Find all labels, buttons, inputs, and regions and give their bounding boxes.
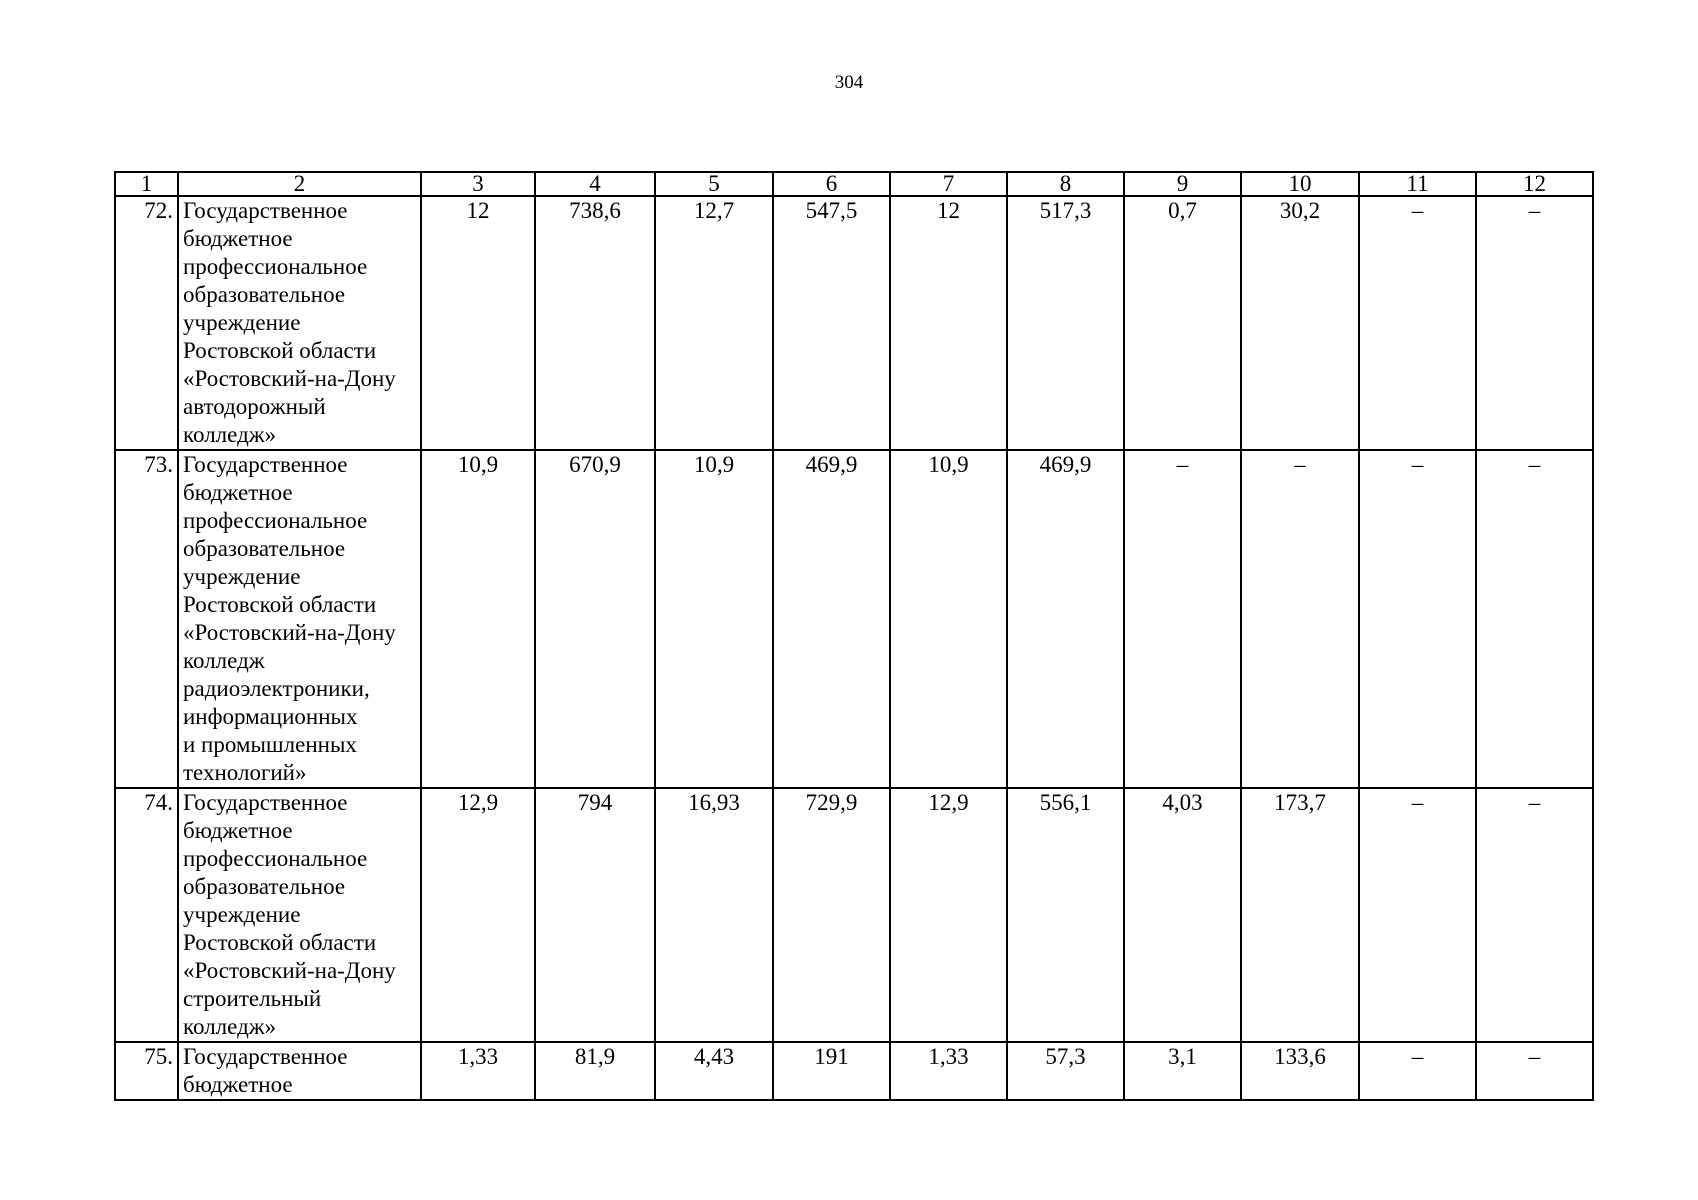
- institution-name-line: профессиональное: [183, 508, 368, 533]
- institution-name-line: Ростовской области: [183, 592, 377, 617]
- value-cell: 469,9: [773, 450, 890, 788]
- institution-name-line: бюджетное: [183, 1072, 293, 1097]
- value-cell: 1,33: [421, 1042, 535, 1100]
- institution-name-cell: [178, 1042, 421, 1100]
- institution-name-line: технологий»: [183, 760, 307, 785]
- value-cell: –: [1124, 450, 1241, 788]
- column-number-header: 5: [655, 172, 773, 196]
- institution-name-cell: [178, 196, 421, 450]
- column-number-header: 8: [1007, 172, 1124, 196]
- row-index-cell: 74.: [115, 788, 178, 1042]
- value-cell: –: [1359, 788, 1476, 1042]
- column-number-header: 7: [890, 172, 1007, 196]
- institution-name-line: профессиональное: [183, 254, 368, 279]
- value-cell: 12: [421, 196, 535, 450]
- column-number-header: 2: [178, 172, 421, 196]
- value-cell: 670,9: [535, 450, 655, 788]
- value-cell: 517,3: [1007, 196, 1124, 450]
- institution-name-line: образовательное: [183, 536, 346, 561]
- value-cell: 81,9: [535, 1042, 655, 1100]
- value-cell: 10,9: [421, 450, 535, 788]
- institution-name-line: профессиональное: [183, 846, 368, 871]
- value-cell: 30,2: [1241, 196, 1359, 450]
- institution-name-line: образовательное: [183, 282, 346, 307]
- value-cell: 12,7: [655, 196, 773, 450]
- institution-name-line: информационных: [183, 704, 358, 729]
- table-body: [115, 172, 1593, 1100]
- value-cell: –: [1476, 450, 1593, 788]
- value-cell: 729,9: [773, 788, 890, 1042]
- value-cell: 0,7: [1124, 196, 1241, 450]
- institution-name-line: автодорожный: [183, 394, 326, 419]
- value-cell: 794: [535, 788, 655, 1042]
- value-cell: –: [1359, 196, 1476, 450]
- column-number-header: 6: [773, 172, 890, 196]
- institution-name-line: образовательное: [183, 874, 346, 899]
- table-row: [115, 196, 1593, 450]
- value-cell: 12: [890, 196, 1007, 450]
- institution-name-line: учреждение: [183, 564, 301, 589]
- institution-name-cell: [178, 450, 421, 788]
- row-index-cell: 72.: [115, 196, 178, 450]
- value-cell: 738,6: [535, 196, 655, 450]
- column-number-header: 4: [535, 172, 655, 196]
- column-number-header: 10: [1241, 172, 1359, 196]
- value-cell: 10,9: [655, 450, 773, 788]
- institution-name-line: Государственное: [183, 1044, 348, 1069]
- column-number-header: 3: [421, 172, 535, 196]
- table-row: [115, 450, 1593, 788]
- value-cell: –: [1476, 196, 1593, 450]
- institution-name-line: «Ростовский-на-Дону: [183, 958, 396, 983]
- institution-name-line: Ростовской области: [183, 338, 377, 363]
- institution-name-line: бюджетное: [183, 226, 293, 251]
- institution-name-line: бюджетное: [183, 818, 293, 843]
- institution-name-line: учреждение: [183, 902, 301, 927]
- value-cell: 12,9: [890, 788, 1007, 1042]
- institution-name-line: Ростовской области: [183, 930, 377, 955]
- value-cell: 16,93: [655, 788, 773, 1042]
- value-cell: –: [1359, 1042, 1476, 1100]
- institution-name-cell: [178, 788, 421, 1042]
- page-number: 304: [834, 72, 864, 93]
- institution-name-line: Государственное: [183, 790, 348, 815]
- column-number-header: 9: [1124, 172, 1241, 196]
- value-cell: 556,1: [1007, 788, 1124, 1042]
- value-cell: 191: [773, 1042, 890, 1100]
- table-row: [115, 788, 1593, 1042]
- institution-name-line: и промышленных: [183, 732, 357, 757]
- institution-name-line: «Ростовский-на-Дону: [183, 620, 396, 645]
- value-cell: 10,9: [890, 450, 1007, 788]
- institution-name-line: Государственное: [183, 452, 348, 477]
- column-number-header-row: [115, 172, 1593, 196]
- institution-name-line: колледж»: [183, 1014, 277, 1039]
- value-cell: 57,3: [1007, 1042, 1124, 1100]
- value-cell: 4,43: [655, 1042, 773, 1100]
- institution-name-line: «Ростовский-на-Дону: [183, 366, 396, 391]
- table-row: [115, 1042, 1593, 1100]
- institution-name-line: колледж: [183, 648, 265, 673]
- value-cell: –: [1476, 1042, 1593, 1100]
- institution-name-line: учреждение: [183, 310, 301, 335]
- value-cell: 469,9: [1007, 450, 1124, 788]
- column-number-header: 12: [1476, 172, 1593, 196]
- institution-name-line: Государственное: [183, 198, 348, 223]
- column-number-header: 11: [1359, 172, 1476, 196]
- row-index-cell: 73.: [115, 450, 178, 788]
- column-number-header: 1: [115, 172, 178, 196]
- data-table: [114, 171, 1594, 1101]
- value-cell: 547,5: [773, 196, 890, 450]
- institution-name-line: строительный: [183, 986, 322, 1011]
- value-cell: –: [1359, 450, 1476, 788]
- value-cell: 133,6: [1241, 1042, 1359, 1100]
- value-cell: 3,1: [1124, 1042, 1241, 1100]
- value-cell: 1,33: [890, 1042, 1007, 1100]
- institution-name-line: радиоэлектроники,: [183, 676, 370, 701]
- value-cell: –: [1476, 788, 1593, 1042]
- value-cell: 4,03: [1124, 788, 1241, 1042]
- row-index-cell: 75.: [115, 1042, 178, 1100]
- institution-name-line: бюджетное: [183, 480, 293, 505]
- value-cell: –: [1241, 450, 1359, 788]
- institution-name-line: колледж»: [183, 422, 277, 447]
- value-cell: 12,9: [421, 788, 535, 1042]
- value-cell: 173,7: [1241, 788, 1359, 1042]
